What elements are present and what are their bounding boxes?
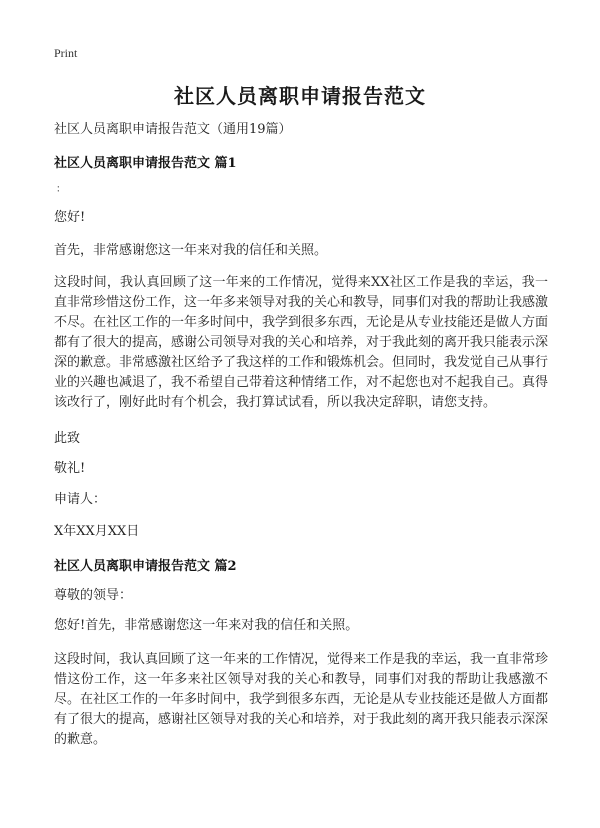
section1-thanks: 首先，非常感谢您这一年来对我的信任和关照。 (54, 243, 328, 258)
section1-body: 这段时间，我认真回顾了这一年来的工作情况，觉得来XX社区工作是我的幸运，我一直非常珍惜这份工作，这一年多来领导对我的关心和教导，同事们对我的帮助让我感激不尽。在社区工作的一年多时间中，我学到很多东西，无论是从专业技能还是做人方面都有了很大的提高，感谢公司领导对我的关心和培养，对于我此刻的离开我只能表示深深的歉意。非常感激社区给予了我这样的工作和锻炼机会。但同时，我发觉自己从事行业的兴趣也减退了，我不希望自己带着这种情绪工作，对不起您也对不起我自己。真得该改行了，刚好此时有个机会，我打算试试看，所以我决定辞职，请您支持。 (54, 275, 549, 410)
section-heading-1: 社区人员离职申请报告范文 篇1 (54, 156, 237, 171)
section2-salutation: 尊敬的领导： (54, 588, 133, 603)
page-title: 社区人员离职申请报告范文 (174, 84, 426, 108)
document-subtitle: 社区人员离职申请报告范文（通用19篇） (54, 122, 292, 137)
section1-date: X年XX月XX日 (54, 524, 140, 539)
print-link[interactable]: Print (54, 46, 78, 60)
section-heading-2: 社区人员离职申请报告范文 篇2 (54, 559, 237, 574)
section1-greeting: 您好! (54, 210, 86, 225)
section2-greeting: 您好!首先，非常感谢您这一年来对我的信任和关照。 (54, 618, 359, 633)
section1-applicant: 申请人： (54, 492, 107, 507)
section1-closing-1: 此致 (54, 431, 81, 446)
dot-mark: ： (56, 184, 66, 195)
section1-closing-2: 敬礼! (54, 461, 86, 476)
section2-body: 这段时间，我认真回顾了这一年来的工作情况，觉得来工作是我的幸运，我一直非常珍惜这份工作，这一年多来社区领导对我的关心和教导，同事们对我的帮助让我感激不尽。在社区工作的一年多时间中，我学到很多东西，无论是从专业技能还是做人方面都有了很大的提高，感谢社区领导对我的关心和培养，对于我此刻的离开我只能表示深深的歉意。 (54, 652, 549, 747)
